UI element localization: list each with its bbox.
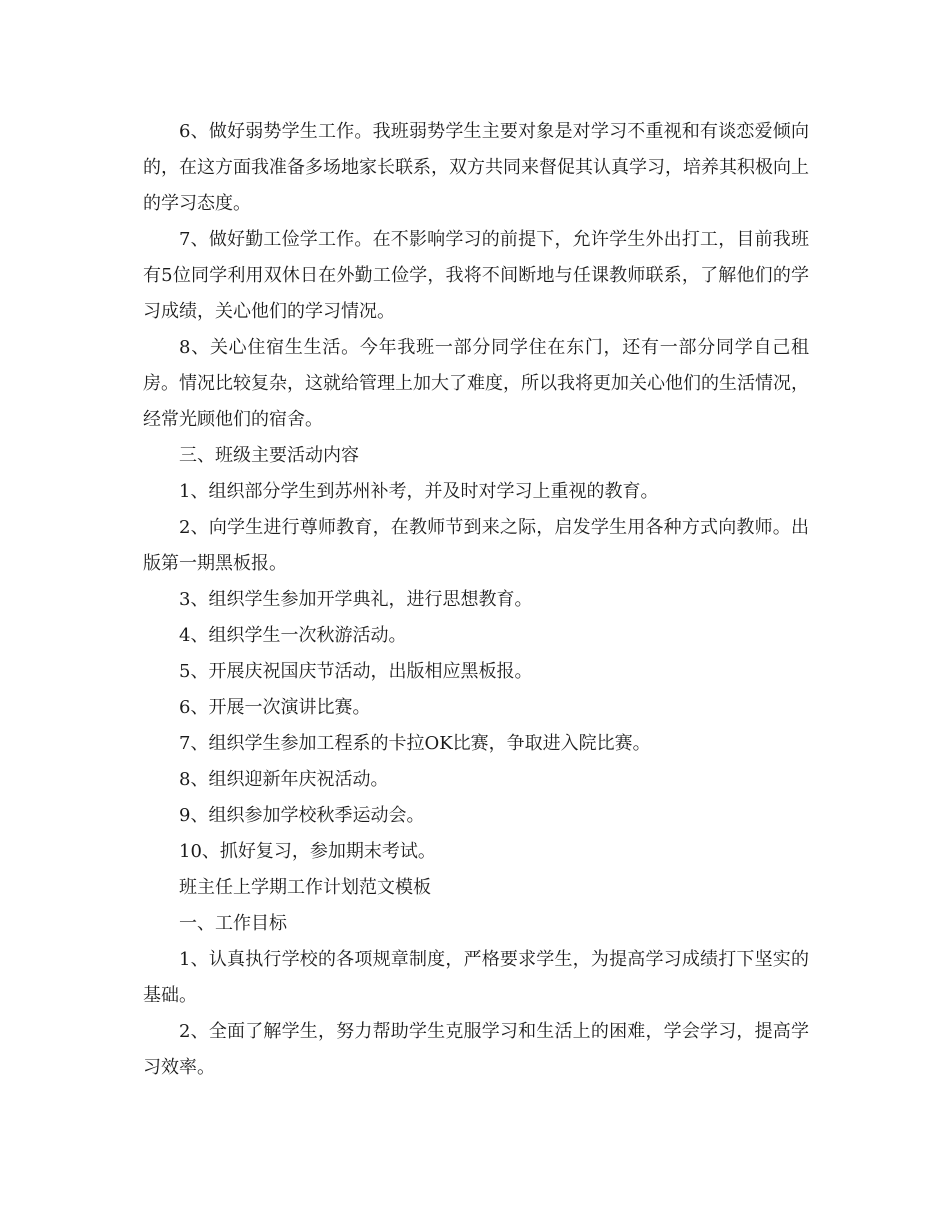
document-body [143,114,809,1086]
list-item-activity-10: 10、抓好复习，参加期末考试。 [179,841,436,862]
list-item-activity-4: 4、组织学生一次秋游活动。 [179,625,407,646]
list-item-goal-1: 1、认真执行学校的各项规章制度，严格要求学生，为提高学习成绩打下坚实的基础。 [143,949,809,1006]
paragraph-work-study: 7、做好勤工俭学工作。在不影响学习的前提下，允许学生外出打工，目前我班有5位同学利用双休日在外勤工俭学，我将不间断地与任课教师联系，了解他们的学习成绩，关心他们的学习情况。 [143,229,809,322]
document-subtitle: 班主任上学期工作计划范文模板 [179,877,431,898]
list-item-goal-2: 2、全面了解学生，努力帮助学生克服学习和生活上的困难，学会学习，提高学习效率。 [143,1021,809,1078]
list-item-activity-9: 9、组织参加学校秋季运动会。 [179,805,425,826]
list-item-activity-1: 1、组织部分学生到苏州补考，并及时对学习上重视的教育。 [179,481,659,502]
list-item-activity-3: 3、组织学生参加开学典礼，进行思想教育。 [179,589,533,610]
paragraph-weak-students: 6、做好弱势学生工作。我班弱势学生主要对象是对学习不重视和有谈恋爱倾向的，在这方面我准备多场地家长联系，双方共同来督促其认真学习，培养其积极向上的学习态度。 [143,121,809,214]
list-item-activity-5: 5、开展庆祝国庆节活动，出版相应黑板报。 [179,661,533,682]
list-item-activity-7: 7、组织学生参加工程系的卡拉OK比赛，争取进入院比赛。 [179,733,651,754]
list-item-activity-6: 6、开展一次演讲比赛。 [179,697,371,718]
section-heading-goals: 一、工作目标 [179,913,287,934]
paragraph-boarding-students: 8、关心住宿生生活。今年我班一部分同学住在东门，还有一部分同学自己租房。情况比较复杂，这就给管理上加大了难度，所以我将更加关心他们的生活情况，经常光顾他们的宿舍。 [143,337,809,430]
section-heading-activities: 三、班级主要活动内容 [179,445,359,466]
list-item-activity-2: 2、向学生进行尊师教育，在教师节到来之际，启发学生用各种方式向教师。出版第一期黑板报。 [143,517,809,574]
list-item-activity-8: 8、组织迎新年庆祝活动。 [179,769,389,790]
